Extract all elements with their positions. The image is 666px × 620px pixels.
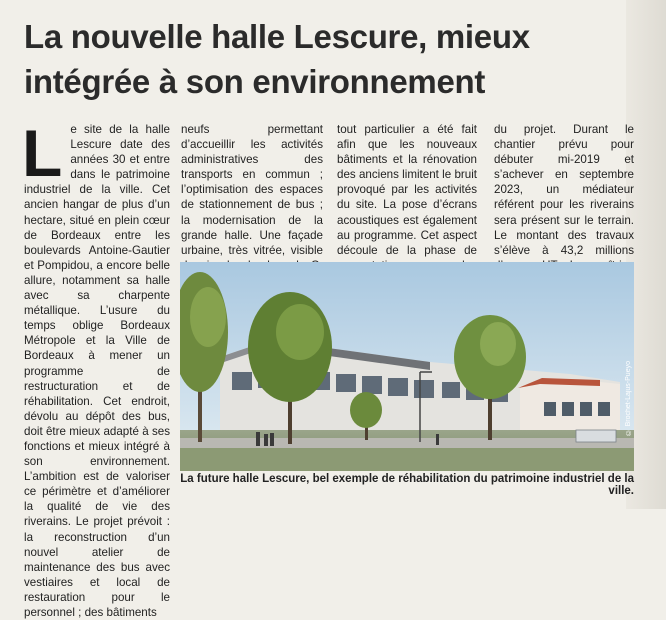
drop-cap: L	[22, 116, 63, 190]
halle-illustration	[180, 262, 634, 471]
column-3-text: tout particulier a été fait afin que les nouveaux bâtiments et la rénovation des anciens limitent le bruit provoqué par les activités du site. La pose d’écrans acoustiques est également au programme. Cet aspect découle de la phase de	[337, 123, 477, 257]
article-headline	[24, 14, 614, 104]
photo-credit: © Brochet-Lajus-Pueyo	[625, 360, 632, 435]
grass-foreground	[180, 448, 634, 471]
headline-line-2: intégrée à son environnement	[24, 63, 486, 100]
bus	[576, 430, 616, 442]
road	[180, 438, 634, 448]
article-column-1	[22, 116, 170, 620]
column-2-text: neufs permettant d’accueillir les activités administratives des transports en commun ; l’optimisation des espaces de stationnement de bus ; la modernisation de la grande halle. Une façade urbaine, très vitrée, visible	[181, 123, 323, 257]
column-4-text: du projet. Durant le chantier prévu pour débuter mi-2019 et s’achever en septembre 2023, un médiateur référent pour les riverains sera présent sur le terrain. Le montant des travaux s’élève à 43,2 millions	[494, 123, 634, 257]
headline-line-1: La nouvelle halle Lescure, mieux	[24, 18, 530, 55]
architectural-rendering-photo	[180, 262, 634, 471]
photo-caption: La future halle Lescure, bel exemple de réhabilitation du patrimoine industriel de la ville.	[180, 473, 634, 497]
column-1-text: e site de la halle Lescure date des années 30 et entre dans le patrimoine industriel de la ville. Cet ancien hangar de plus d’un hectare, situé en plein cœur de Bordeaux entre les boulevards Antoine-Gautier et Pompidou, a encore belle allure, notamment sa halle avec sa charpente métallique. L’usure du temps oblige Bordeaux Métropole et la Ville de Bordeaux à mener un programme de restructuration et de réhabilitation. Cet endroit, dévolu au dépôt des bus, doit être mieux adapté à ses fonctions et mieux intégré à son environnement. L’ambition est de valoriser ce périmètre et d’améliorer la qualité de vie des riverains. Le projet prévoit : la reconstruction d’un nouvel atelier de maintenance des bus avec vestiaires et local de restauration pour le personnel ; des bâtiments	[24, 123, 170, 619]
